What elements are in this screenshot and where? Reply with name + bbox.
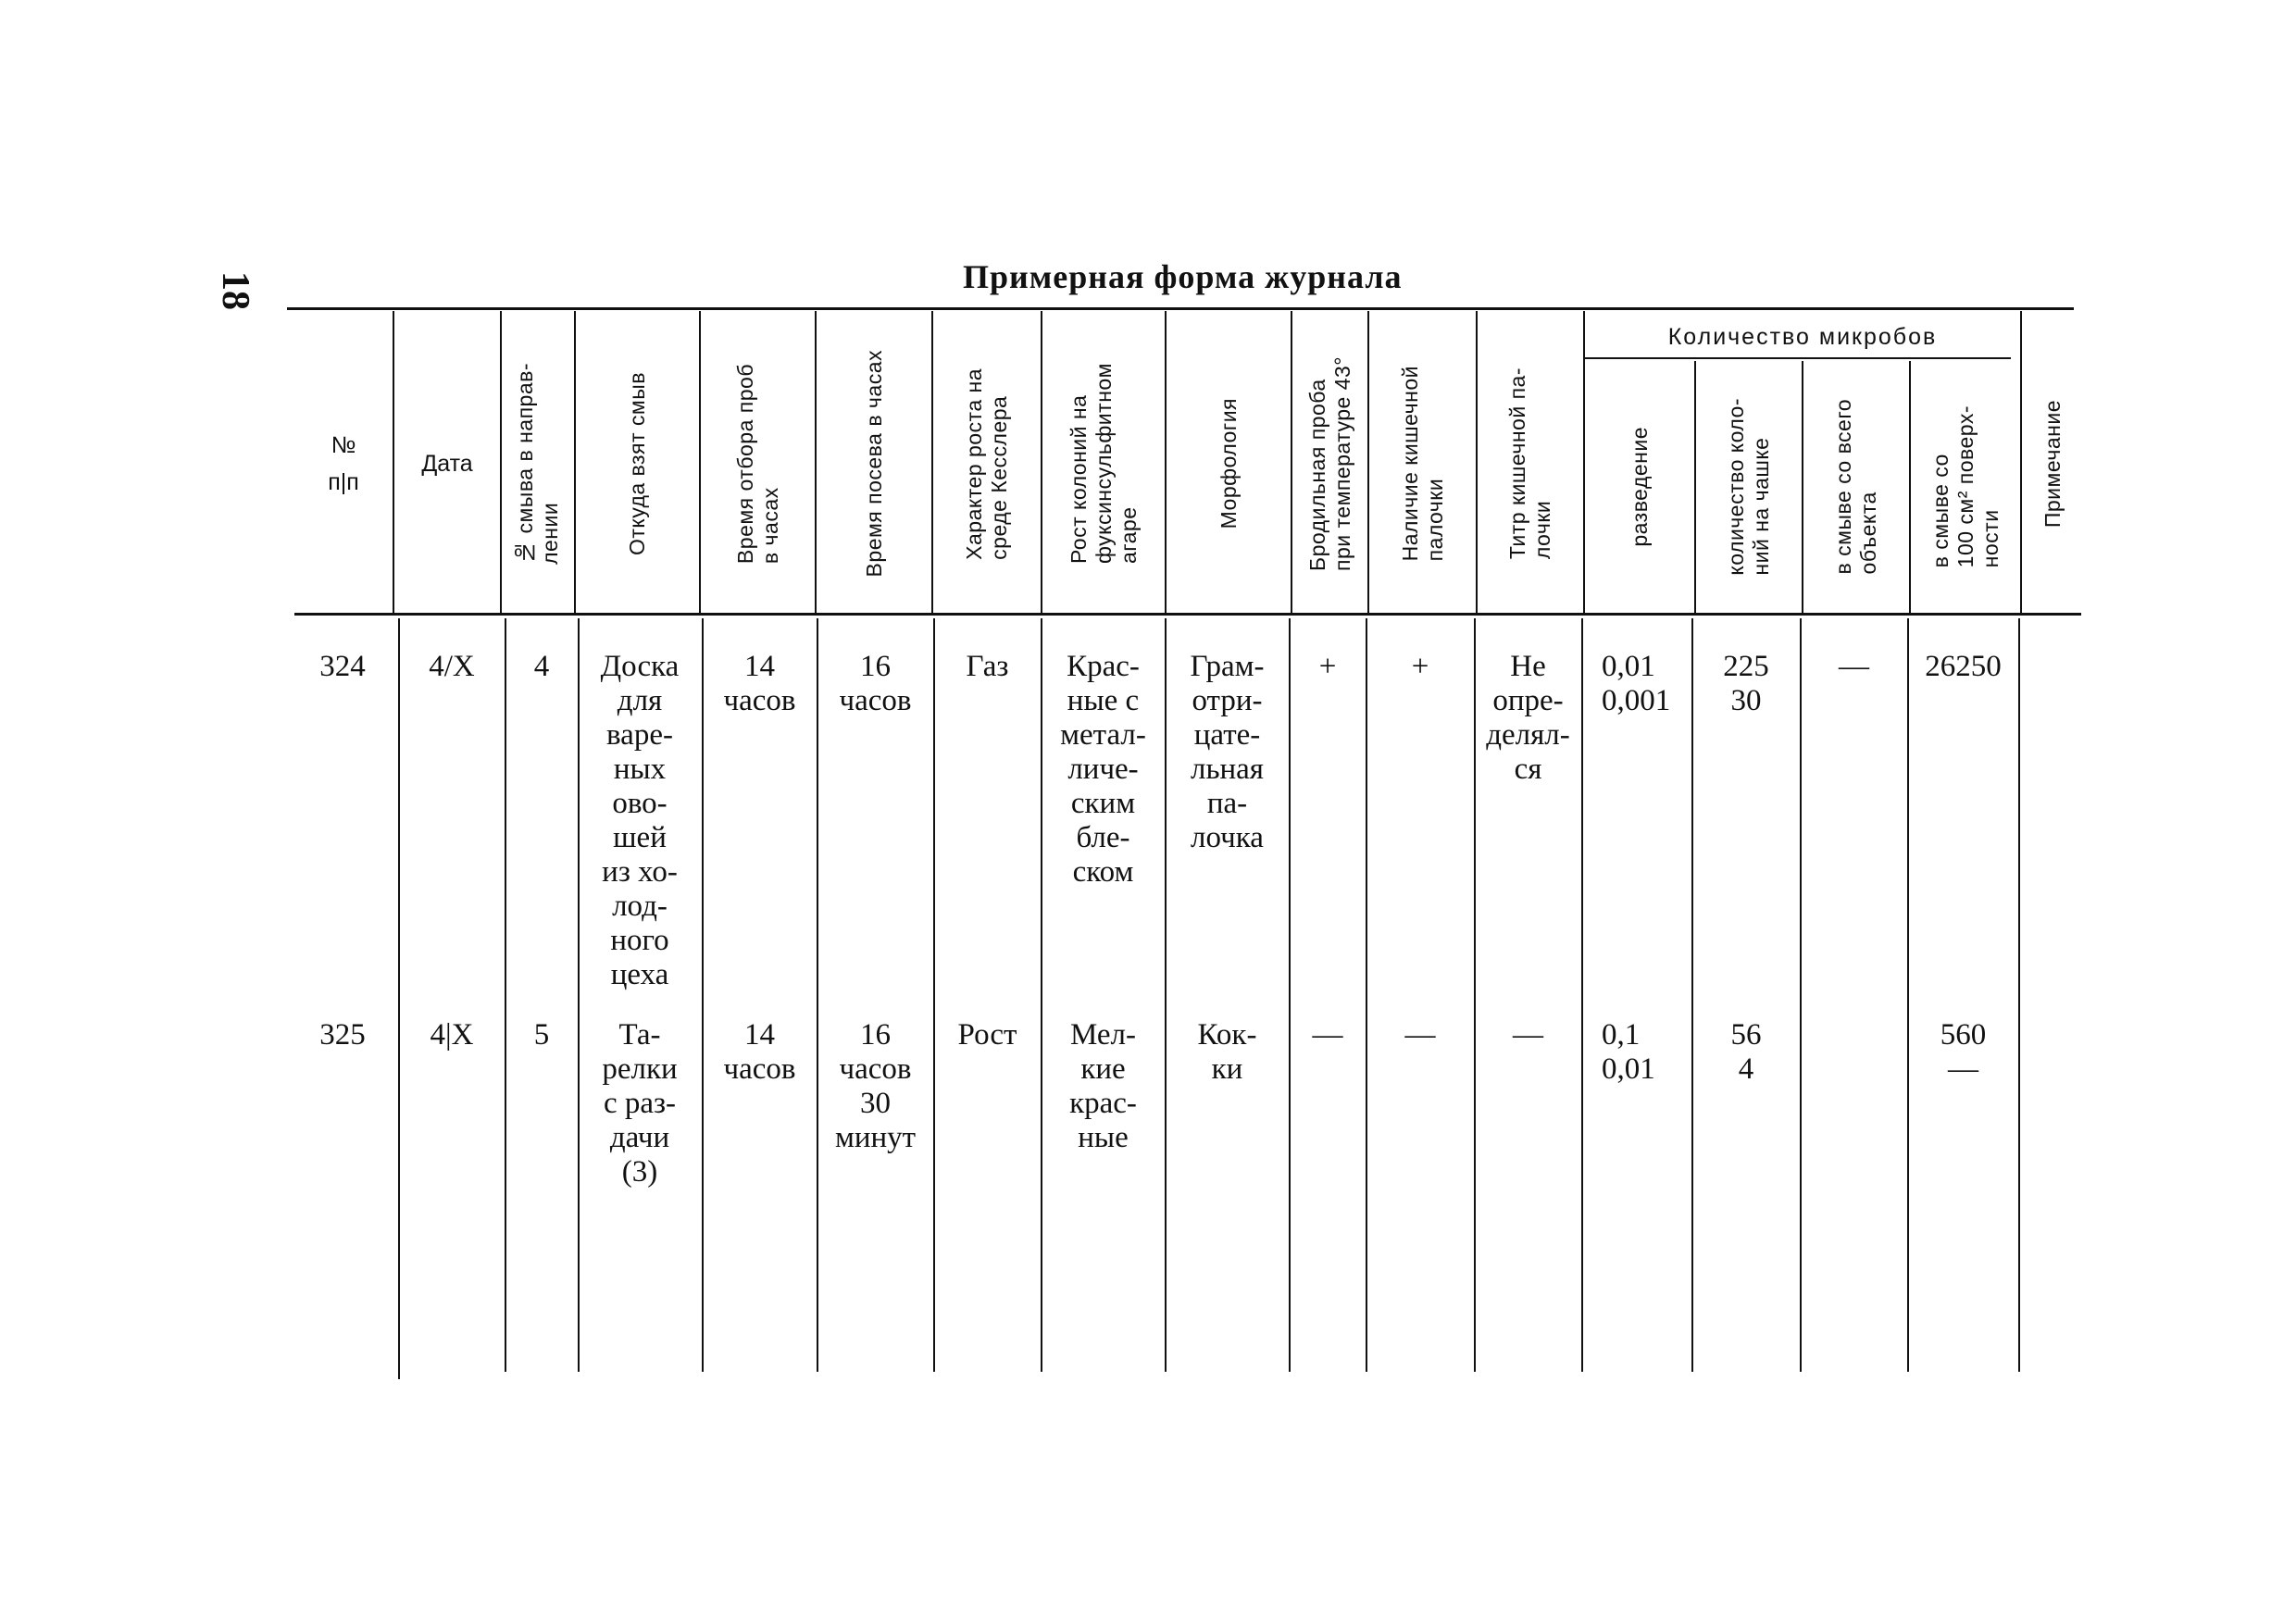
header-kessler-label: Характер роста на среде Кесслера xyxy=(962,367,1011,560)
col-divider xyxy=(817,618,818,1372)
header-swab-no-label: № смыва в направ- лении xyxy=(513,363,562,565)
header-fermentation-label: Бродильная проба при температуре 43° xyxy=(1304,356,1354,571)
microbes-group-rule xyxy=(1585,357,2011,359)
row-ecoli-presence: — xyxy=(1404,1018,1436,1052)
header-sampling-time-label: Время отбора проб в часах xyxy=(732,363,782,565)
row-dilution: 0,1 0,01 xyxy=(1602,1018,1655,1086)
header-microbes-group: Количество микробов xyxy=(1667,323,1938,350)
row-seeding-time: 16 часов 30 минут xyxy=(834,1018,917,1154)
row-colonies: 56 4 xyxy=(1730,1018,1762,1086)
header-per-object-label: в смыве со всего объекта xyxy=(1831,399,1880,575)
col-divider xyxy=(1581,618,1583,1372)
row-morphology: Грам- отри- цате- льная па- лочка xyxy=(1190,650,1265,854)
row-kessler: Газ xyxy=(966,650,1009,683)
col-divider xyxy=(505,618,506,1372)
col-divider xyxy=(1289,618,1291,1372)
row-seeding-time: 16 часов xyxy=(839,650,912,717)
col-divider xyxy=(2018,618,2020,1372)
row-colonies: 225 30 xyxy=(1723,650,1769,717)
header-date xyxy=(394,317,500,611)
header-ecoli-titer-label: Титр кишечной па- лочки xyxy=(1505,367,1554,560)
row-kessler: Рост xyxy=(957,1018,1017,1052)
row-per-100cm2: 560 — xyxy=(1940,1018,1987,1086)
row-fuchsin: Мел- кие крас- ные xyxy=(1069,1018,1137,1154)
header-dilution-label: разведение xyxy=(1627,427,1652,547)
header-num xyxy=(294,317,393,611)
row-ecoli-titer: Не опре- делял- ся xyxy=(1486,650,1570,786)
header-colonies xyxy=(1696,363,1802,611)
row-ecoli-titer: — xyxy=(1513,1018,1543,1052)
header-swab-no xyxy=(502,317,574,611)
header-num-label: № п|п xyxy=(328,432,359,495)
row-source: Та- релки с раз- дачи (3) xyxy=(602,1018,678,1189)
row-ecoli-presence: + xyxy=(1411,650,1429,683)
row-num: 324 xyxy=(319,650,366,683)
header-seeding-time-label: Время посева в часах xyxy=(861,350,886,578)
row-sampling-time: 14 часов xyxy=(723,1018,796,1086)
header-per-100cm2 xyxy=(1911,363,2020,611)
col-divider xyxy=(1366,618,1367,1372)
header-source-label: Откуда взят смыв xyxy=(625,371,649,556)
page-number: 18 xyxy=(214,271,256,310)
row-fermentation: + xyxy=(1318,650,1337,683)
row-num: 325 xyxy=(319,1018,366,1052)
header-fuchsin xyxy=(1042,317,1165,611)
header-fuchsin-label: Рост колоний на фуксинсульфитном агаре xyxy=(1066,363,1141,565)
col-divider xyxy=(1691,618,1693,1372)
col-divider xyxy=(702,618,704,1372)
col-divider xyxy=(1907,618,1909,1372)
header-per-100cm2-label: в смыве со 100 см² поверх- ности xyxy=(1928,405,2003,568)
header-sampling-time xyxy=(701,317,815,611)
row-per-100cm2: 26250 xyxy=(1925,650,2002,683)
col-divider xyxy=(933,618,935,1372)
header-date-label: Дата xyxy=(421,451,473,477)
row-fermentation: — xyxy=(1312,1018,1343,1052)
table-top-rule xyxy=(287,307,2074,310)
row-source: Доска для варе- ных ово- шей из хо- лод- ного цеха xyxy=(600,650,680,991)
row-per-object: — xyxy=(1839,650,1869,683)
header-seeding-time xyxy=(817,317,931,611)
header-fermentation xyxy=(1292,317,1367,611)
header-morphology-label: Морфология xyxy=(1216,398,1241,529)
header-note-label: Примечание xyxy=(2040,399,2065,529)
row-date: 4/X xyxy=(429,650,475,683)
header-morphology xyxy=(1167,317,1291,611)
header-note xyxy=(2022,317,2083,611)
row-swab-no: 5 xyxy=(533,1018,550,1052)
header-ecoli-titer xyxy=(1478,317,1583,611)
row-dilution: 0,01 0,001 xyxy=(1602,650,1671,717)
header-ecoli-presence xyxy=(1369,317,1476,611)
header-source xyxy=(576,317,699,611)
row-swab-no: 4 xyxy=(533,650,550,683)
row-date: 4|X xyxy=(430,1018,474,1052)
row-morphology: Кок- ки xyxy=(1197,1018,1257,1086)
row-fuchsin: Крас- ные с метал- личе- ским бле- ском xyxy=(1060,650,1146,889)
col-divider xyxy=(1800,618,1802,1372)
header-colonies-label: количество коло- ний на чашке xyxy=(1724,398,1773,576)
page-title: Примерная форма журнала xyxy=(963,258,1403,295)
col-divider xyxy=(398,618,400,1379)
row-sampling-time: 14 часов xyxy=(723,650,796,717)
header-bottom-rule xyxy=(294,613,2081,616)
header-per-object xyxy=(1803,363,1909,611)
header-ecoli-presence-label: Наличие кишечной палочки xyxy=(1397,366,1447,562)
header-kessler xyxy=(933,317,1041,611)
header-dilution xyxy=(1585,363,1694,611)
